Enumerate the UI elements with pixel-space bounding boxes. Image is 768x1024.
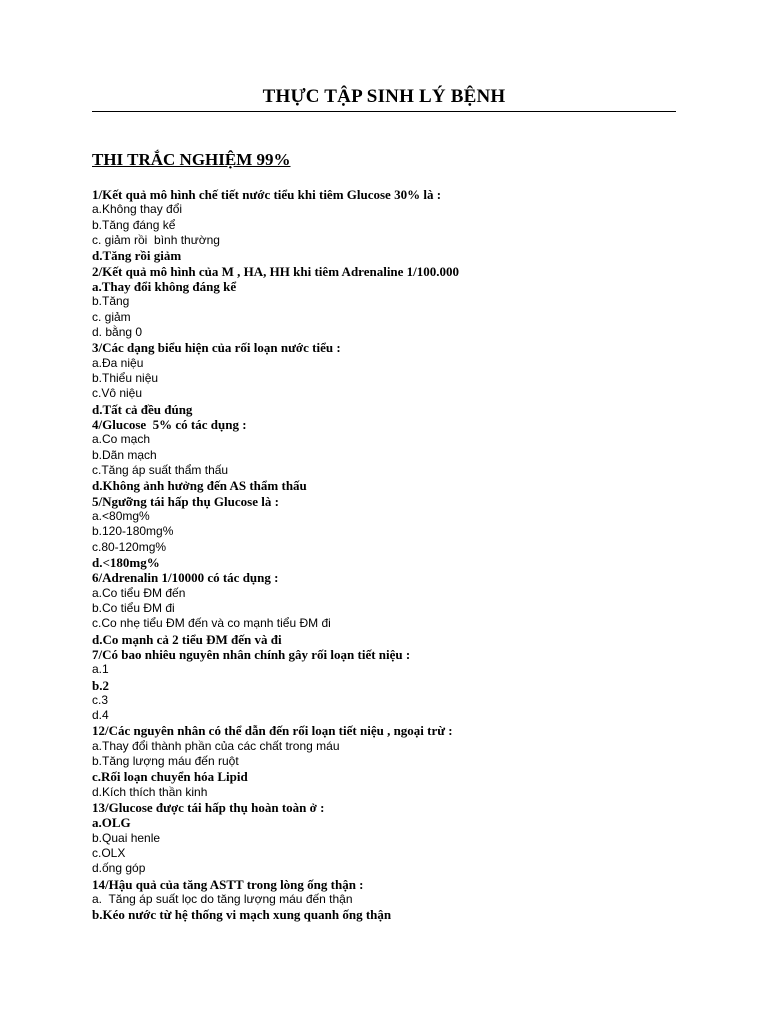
answer-option: a.1 bbox=[92, 662, 109, 677]
answer-option: b.Tăng đáng kể bbox=[92, 217, 176, 232]
question-text: 5/Ngưỡng tái hấp thụ Glucose là : bbox=[92, 493, 279, 509]
question-text: 4/Glucose 5% có tác dụng : bbox=[92, 416, 247, 432]
answer-option: c.80-120mg% bbox=[92, 539, 167, 554]
answer-option: a.Không thay đổi bbox=[92, 202, 183, 217]
document-title: THỰC TẬP SINH LÝ BỆNH bbox=[262, 86, 506, 107]
question-text: 3/Các dạng biểu hiện của rối loạn nước tiểu : bbox=[92, 340, 341, 356]
answer-option: a.Co tiểu ĐM đến bbox=[92, 585, 186, 600]
answer-option-correct: d.Tăng rồi giảm bbox=[92, 248, 182, 264]
answer-option-correct: d.Tất cả đều đúng bbox=[92, 401, 193, 417]
question-text: 6/Adrenalin 1/10000 có tác dụng : bbox=[92, 570, 279, 586]
answer-option: c. giảm rồi bình thường bbox=[92, 232, 220, 247]
document-subtitle: THI TRẮC NGHIỆM 99% bbox=[92, 150, 291, 169]
answer-option-correct: a.Thay đổi không đáng kể bbox=[92, 278, 237, 294]
answer-option: a.Đa niệu bbox=[92, 355, 144, 370]
question-text: 12/Các nguyên nhân có thể dẫn đến rối loạn tiết niệu , ngoại trừ : bbox=[92, 723, 453, 739]
answer-option-correct: d.Co mạnh cả 2 tiểu ĐM đến và đi bbox=[92, 631, 282, 647]
question-text: 13/Glucose được tái hấp thụ hoàn toàn ở : bbox=[92, 800, 325, 816]
question-text: 14/Hậu quả của tăng ASTT trong lòng ống thận : bbox=[92, 876, 364, 892]
answer-option: d.4 bbox=[92, 708, 109, 723]
answer-option-correct: c.Rối loạn chuyển hóa Lipid bbox=[92, 769, 248, 785]
answer-option-correct: b.2 bbox=[92, 677, 109, 693]
answer-option: d.Kích thích thần kinh bbox=[92, 784, 208, 799]
answer-option-correct: b.Kéo nước từ hệ thống vi mạch xung quanh ống thận bbox=[92, 907, 392, 923]
answer-option: c.Co nhẹ tiểu ĐM đến và co mạnh tiểu ĐM đi bbox=[92, 616, 331, 631]
question-list bbox=[92, 187, 692, 923]
answer-option: c. giảm bbox=[92, 309, 131, 324]
question-text: 1/Kết quả mô hình chế tiết nước tiểu khi tiêm Glucose 30% là : bbox=[92, 187, 442, 202]
answer-option: b.Tăng lượng máu đến ruột bbox=[92, 754, 239, 769]
answer-option: d.ống góp bbox=[92, 861, 146, 876]
answer-option: a.Thay đổi thành phần của các chất trong máu bbox=[92, 738, 340, 753]
question-text: 7/Có bao nhiêu nguyên nhân chính gây rối loạn tiết niệu : bbox=[92, 646, 411, 662]
answer-option-correct: a.OLG bbox=[92, 815, 131, 831]
answer-option: a.Co mạch bbox=[92, 432, 151, 447]
answer-option: c.Tăng áp suất thẩm thấu bbox=[92, 462, 229, 477]
question-text: 2/Kết quả mô hình của M , HA, HH khi tiêm Adrenaline 1/100.000 bbox=[92, 263, 460, 279]
answer-option: c.Vô niệu bbox=[92, 386, 143, 401]
answer-option: b.120-180mg% bbox=[92, 524, 174, 539]
answer-option: d. bằng 0 bbox=[92, 324, 143, 339]
answer-option: b.Tăng bbox=[92, 294, 130, 309]
answer-option: c.OLX bbox=[92, 846, 126, 861]
answer-option: a.<80mg% bbox=[92, 508, 150, 523]
answer-option: c.3 bbox=[92, 692, 109, 707]
answer-option: b.Thiểu niệu bbox=[92, 370, 159, 385]
answer-option-correct: d.Không ảnh hưởng đến AS thẩm thấu bbox=[92, 478, 307, 494]
answer-option: b.Dãn mạch bbox=[92, 447, 157, 462]
answer-option: a. Tăng áp suất lọc do tăng lượng máu đến thận bbox=[92, 892, 353, 907]
answer-option: b.Co tiểu ĐM đi bbox=[92, 600, 175, 615]
answer-option-correct: d.<180mg% bbox=[92, 554, 160, 570]
title-underline-rule bbox=[92, 111, 676, 112]
answer-option: b.Quai henle bbox=[92, 830, 161, 845]
